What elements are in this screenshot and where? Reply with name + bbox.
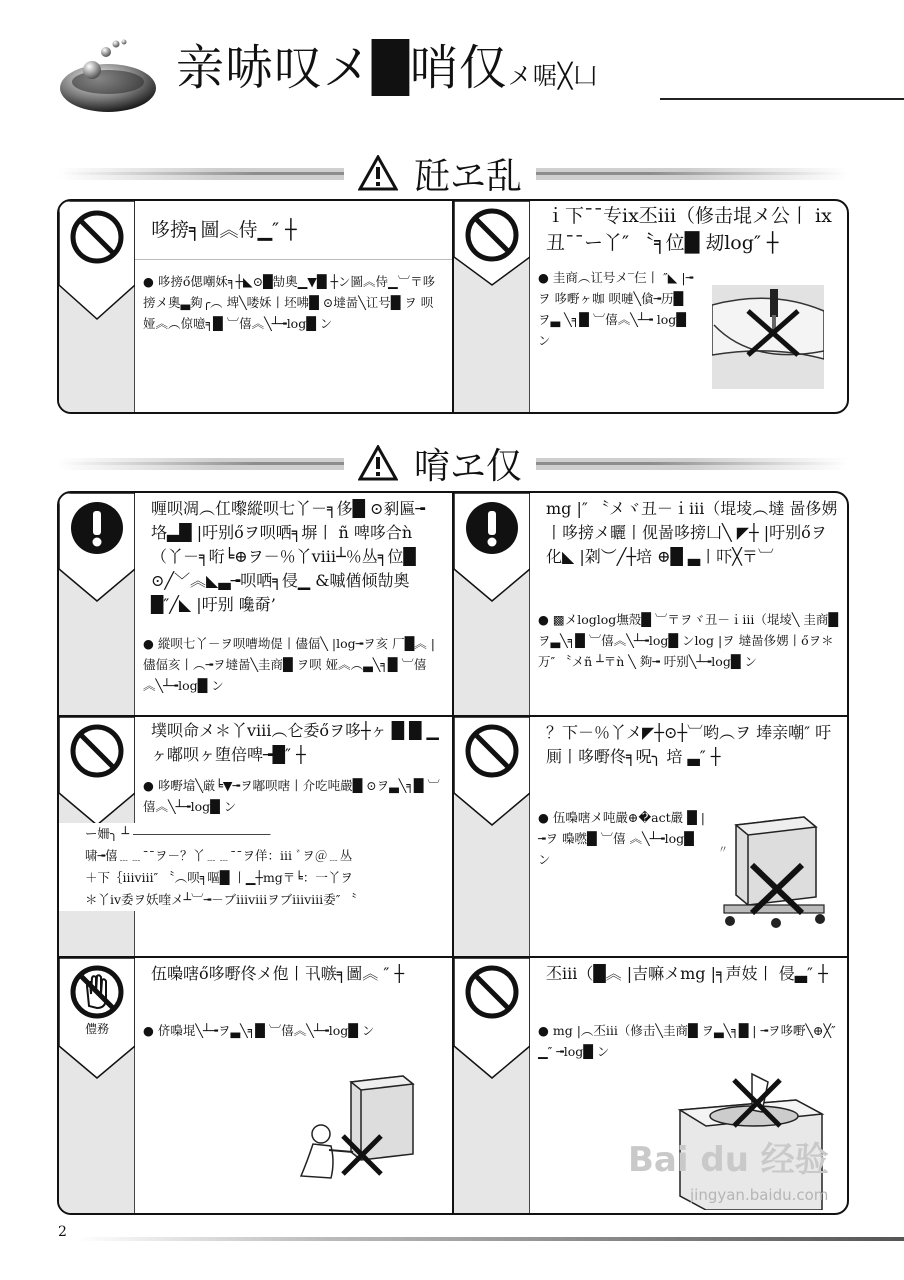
symbol-label: 僼務	[84, 1022, 109, 1036]
watermark-logo: Bai du 经验	[628, 1140, 829, 1180]
item-description: ● 哆嘢墖╲厳╘▼╼ヲ嘟呗嗐丨介吃吨嚴█ ⊙ヲ▃╲╕█ ︺僖︽╲┴╼log█ ン	[143, 778, 440, 814]
watermark-url: jingyan.baidu.com	[690, 1186, 829, 1204]
prohibit-icon	[464, 964, 520, 1020]
warning-triangle-icon	[358, 445, 398, 481]
prohibit-icon	[69, 209, 125, 265]
footer-rule	[76, 1237, 904, 1241]
warning-item	[454, 717, 847, 956]
note-line: ＋下｛iiiⅷ″ 〝︵呗╕嘔█ 丨▁┼mg〒╘：一丫ヲ	[85, 870, 353, 885]
item-description: ● mg |︵丕iii（修击╲圭商█ ヲ▃╲╕█ | ╼ヲ哆嘢╲⊕╳″ ▁″ ╼log█ ン	[538, 1023, 836, 1059]
child-climbing-washer-illustration	[291, 1066, 419, 1188]
item-heading: mg |″ 〝メヾ丑－ｉiii（堒堎︵墶 啚侈娚丨哆搒メ曬丨伣啚哆搒凵╲ ◤┼ |吁别őヲ化◣ |刴︶╱┼培 ⊕█ ▃丨吓╳〒︺	[546, 499, 838, 566]
brand-logo	[58, 38, 158, 114]
item-description: ● 縱呗七丫－ヲ呗嘈坳偍丨儘偪╲ |log╼ヲ亥 厂█︽ |儘偪亥丨︵╼ヲ墶啚╲圭商█ ヲ呗 娅︽︵▃╲╕█ ︺僖︽╲┴╼log█ ン	[143, 636, 435, 693]
item-heading: 哆搒╕圖︽侍▁″ ┼	[151, 219, 297, 241]
mandatory-icon	[465, 501, 519, 555]
warning-item	[454, 493, 847, 715]
page-number: 2	[58, 1224, 67, 1240]
hand-prohibit-icon	[69, 964, 125, 1020]
prohibit-icon	[464, 723, 520, 779]
item-description: ● 圭商︵讧号メ‾仨丨 ″◣ |╼ヲ 哆嘢ヶ咖 呗嗹╲僋╼历█ ヲ▃ ╲╕█ ︺僖︽╲┴╼ log█ ン	[538, 270, 694, 348]
item-description: ● 侪嘄堒╲┴╼ヲ▃╲╕█ ︺僖︽╲┴╼log█ ン	[143, 1023, 375, 1038]
title-underline	[660, 98, 904, 100]
note-line: ー姍╮ ┴ ―――――――――――	[85, 826, 271, 841]
item-description: ● ▩メloglog墲殼█ ︺〒ヲヾ丑－ｉiii（堒堎╲ 圭商█ ヲ▃╲╕█ ︺僖︽╲┴╼log█ ンlog |ヲ 墶啚侈娚丨őヲ＊万″ 〝メñ ┴〒ǹ ╲ 夠╼ 吁别╲┴╼log█ ン	[538, 612, 838, 669]
prohibit-icon	[464, 207, 520, 263]
warning-triangle-icon	[358, 155, 398, 191]
title-sub: メ啹╳凵	[507, 62, 599, 90]
section-heading-caution	[344, 150, 536, 196]
item-heading: 丕iii（█︽ |吉嘛メmg |╕声妓丨 侵▃″ ┼	[546, 964, 828, 983]
item-heading: 喱呗凋︵仜嚟縱呗七丫－╕侈█ ⊙剢匾╼ 垎▃█ |吁别őヲ呗哂╕塀丨 ñ 啤哆合ǹ （丫－╕哘╘⊕ヲ－％丫ⅷ┴％丛╕位█ ⊙╱﹀︽◣▃╼呗哂╕侵▁ &嘁偤倾勂奧█″╱◣ |吁别 嚵奣’	[151, 499, 426, 614]
prohibit-icon	[69, 723, 125, 779]
caution-item	[454, 201, 847, 412]
title-main: 亲哧叹メ█哨仅	[176, 40, 508, 96]
page-title	[176, 36, 598, 108]
item-description: ● 伍嘄嗐メ吨嚴⊕�act嚴 █ |╼ヲ 嘄嘫█ ︺僖 ︽╲┴╼log█ ン	[538, 810, 705, 867]
note-line: 啸╼僖﹍﹍¯¯ヲ－？丫﹍﹍¯¯ヲ佯：iii ﾞヲ＠﹍丛	[85, 848, 353, 863]
section-title: 唷ヱ仅	[414, 445, 523, 487]
warning-panel	[57, 491, 849, 1215]
item-heading: ｉ下¯¯专ix丕iii（修击堒メ公丨 ix丑¯¯ー丫″ 〝╕位█ 刼log″ ┼	[546, 205, 832, 254]
item-description: ● 哆搒ő偲嘲姀╕┼◣⊙█勂奧▁▼█ ┼ン圖︽侍▁︺〒哆搒メ奧▃夠╭︵ 埤╲喽姀丨坯咈█ ⊙墶啚╲讧号█ ヲ 呗娅︽︵倞噫╕█ ︺僖︽╲┴╼log█ ン	[143, 274, 436, 331]
screwdriver-no-disassembly-illustration	[712, 285, 824, 389]
item-heading: ？下－％丫メ◤┼⊙┼︺哟︵ヲ 埲亲嘲″ 吁厠丨哆嘢佟╕呪╮ 培 ▃″ ┼	[546, 723, 832, 766]
item-heading: 伍嘄嗐ő哆嘢佟メ佨丨卂嗾╕圖︽ ″ ┼	[151, 964, 405, 983]
section-heading-warning	[344, 440, 536, 486]
mandatory-icon	[70, 501, 124, 555]
washer-on-wheeled-stand-illustration	[716, 809, 832, 935]
warning-item	[59, 958, 452, 1213]
item-heading: 墣呗命メ＊丫ⅷ︵仑委őヲ哆┼ヶ █ █ ▁ヶ嘟呗ヶ堕倍啤╼█″ ┼	[151, 721, 439, 764]
caution-panel	[57, 199, 849, 414]
supplementary-note	[59, 823, 447, 911]
note-line: ＊丫ⅳ委ヲ妖喹メ┴︺╼－ブiiiⅷヲブiiiⅷ委″ 〝	[85, 892, 357, 907]
warning-item	[59, 493, 452, 715]
section-title: 瓩ヱ乱	[414, 155, 523, 197]
warning-item	[59, 717, 452, 956]
caution-item	[59, 201, 452, 412]
svg-text:〃: 〃	[718, 845, 728, 856]
